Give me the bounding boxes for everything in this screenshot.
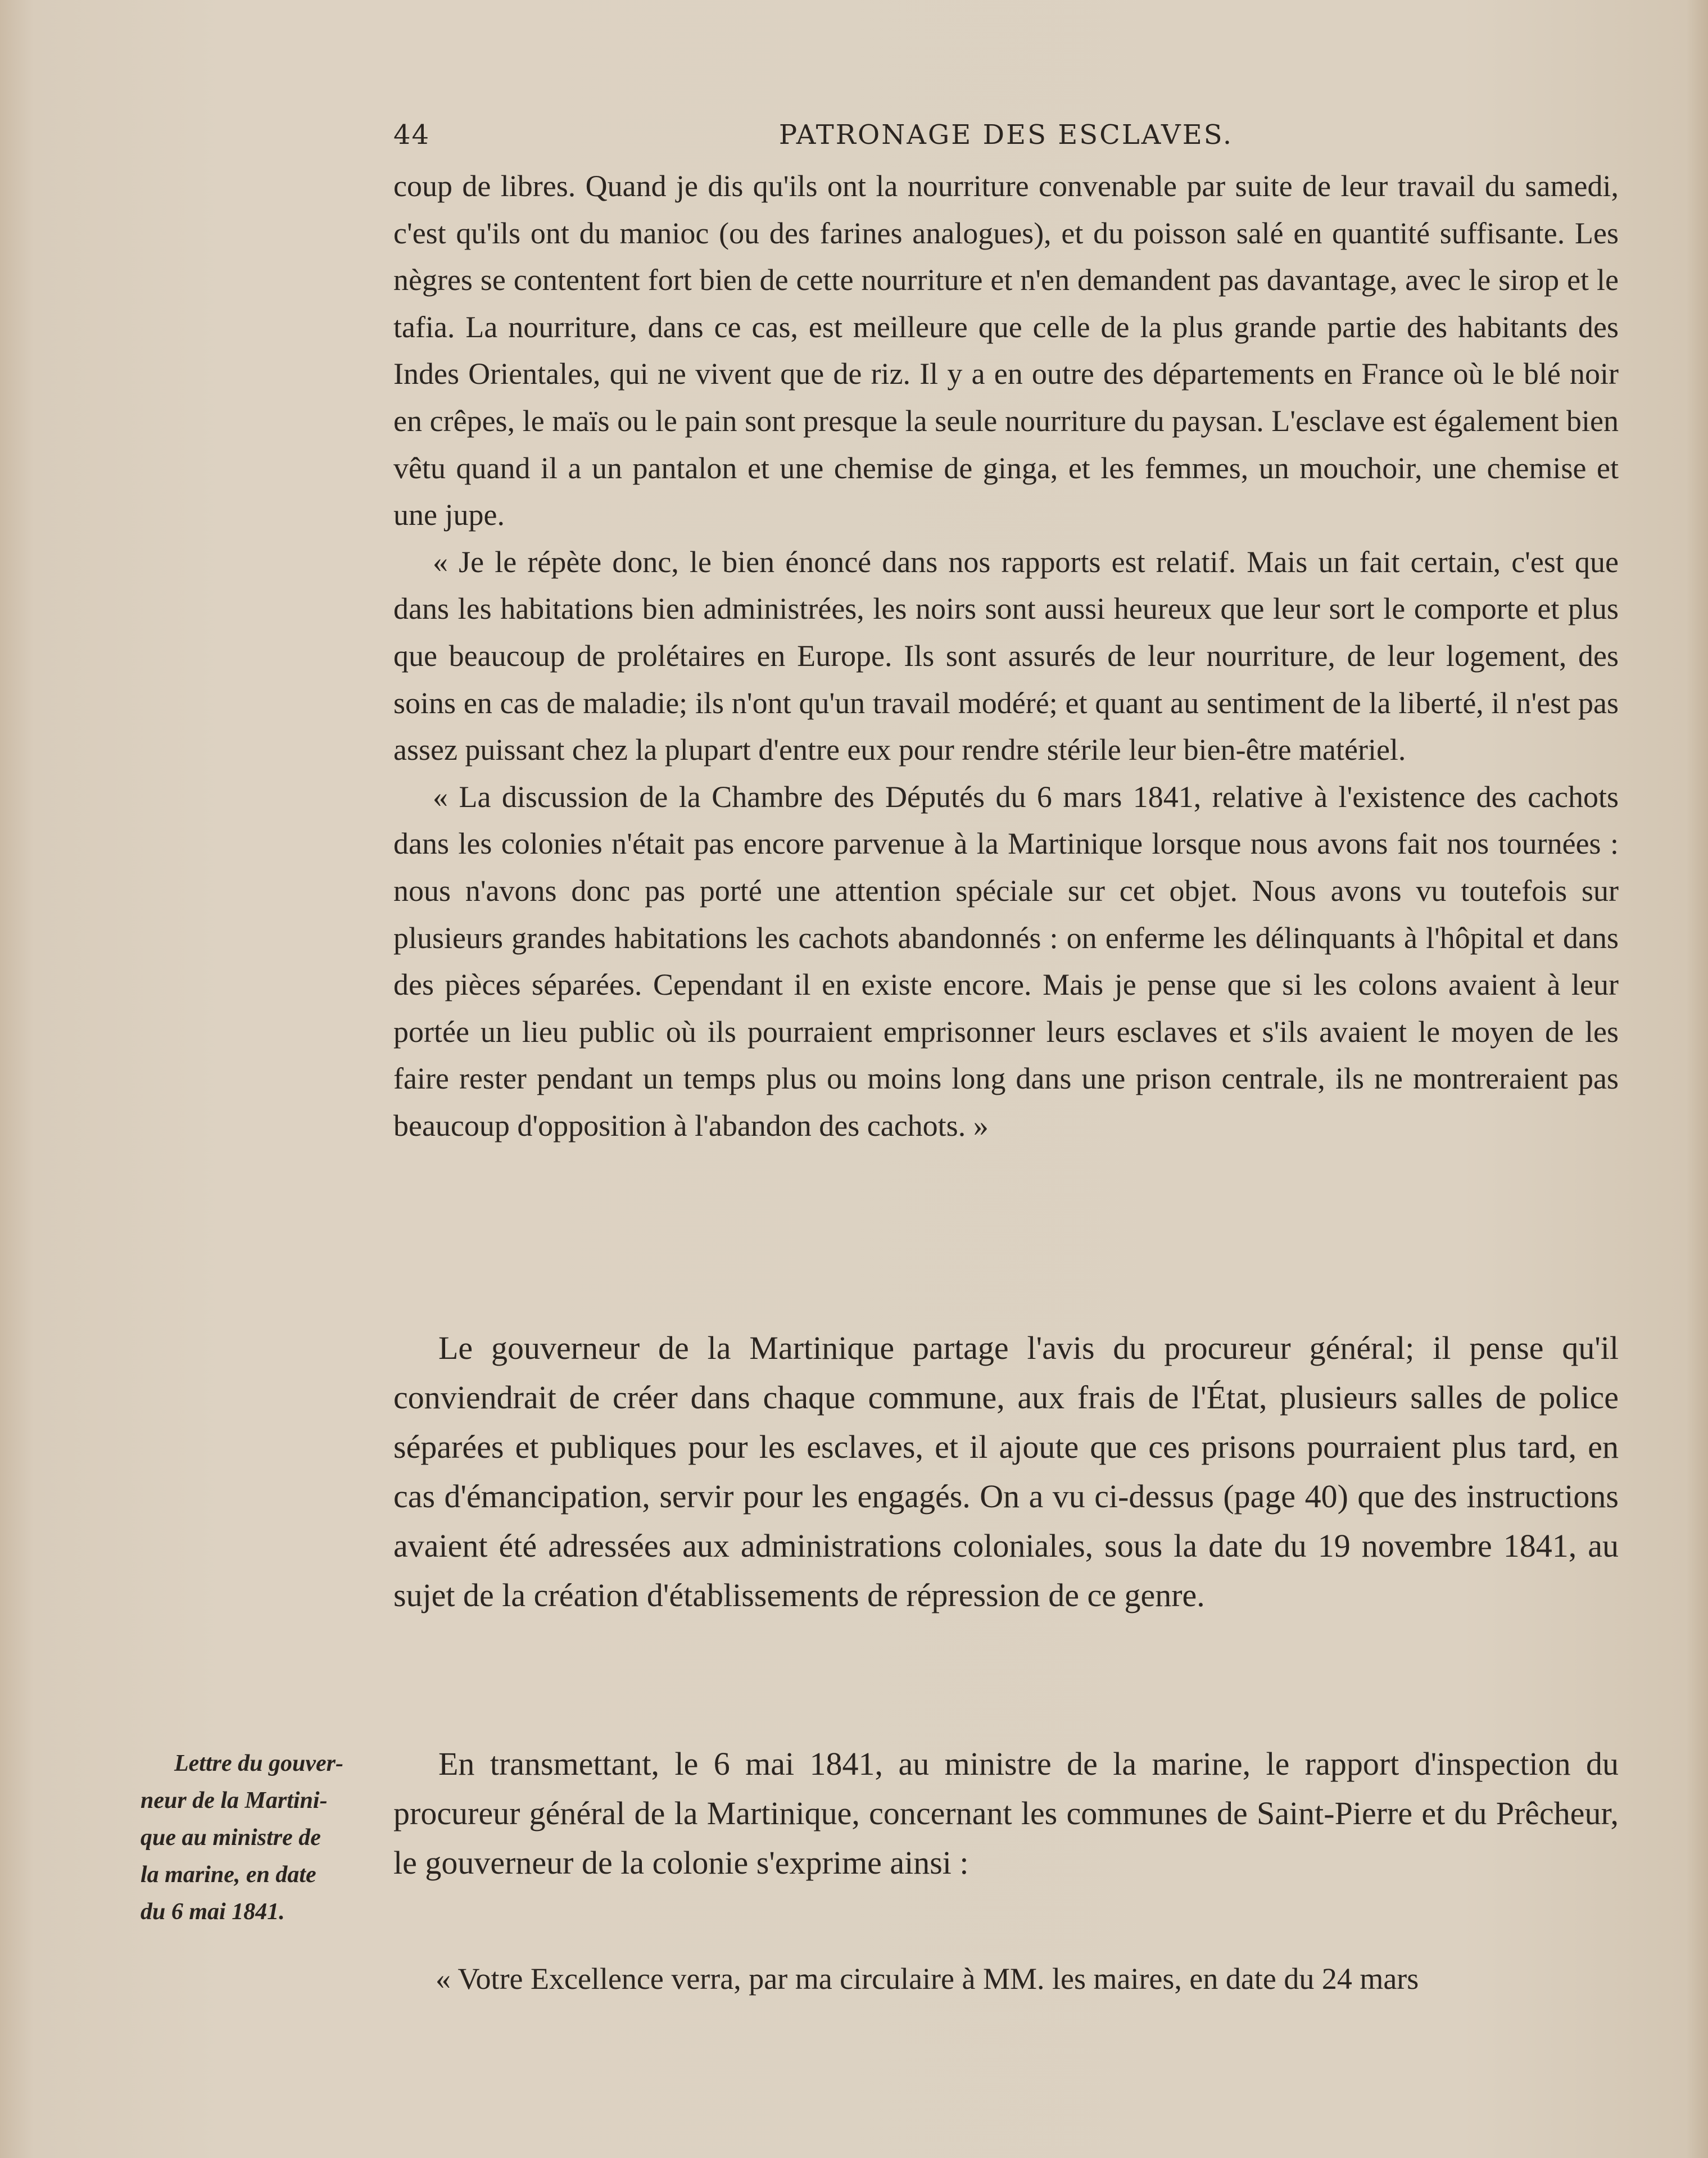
margin-note-line: la marine, en date (141, 1862, 316, 1888)
paragraph-text: Le gouverneur de la Martinique partage l'avis du procureur général; il pense qu'il conviendrait de créer dans chaque commune, aux frais de l'État, plusieurs salles de police séparées et publiques pour les esclaves, et il ajoute que ces prisons pourraient plus tard, en cas d'émancipation, servir pour les engagés. On a vu ci-dessus (page 40) que des instructions avaient été adressées aux administrations coloniales, sous la date du 19 novembre 1841, au sujet de la création d'établissements de répression de ce genre. (393, 1330, 1619, 1613)
quoted-report (393, 163, 1619, 1149)
margin-note-line: du 6 mai 1841. (141, 1899, 285, 1925)
margin-note-line: neur de la Martini- (141, 1788, 328, 1814)
main-paragraph-2 (393, 1739, 1619, 1888)
page-header (393, 119, 1619, 153)
running-title: PATRONAGE DES ESCLAVES. (778, 119, 1234, 151)
quote-paragraph: coup de libres. Quand je dis qu'ils ont la nourriture convenable par suite de leur travail du samedi, c'est qu'ils ont du manioc (ou des farines analogues), et du poisson salé en quantité suffisante. Les nègres se contentent fort bien de cette nourriture et n'en demandent pas davantage, avec le sirop et le tafia. La nourriture, dans ce cas, est meilleure que celle de la plus grande partie des habitants des Indes Orientales, qui ne vivent que de riz. Il y a en outre des départements en France où le blé noir en crêpes, le maïs ou le pain sont presque la seule nourriture du paysan. L'esclave est également bien vêtu quand il a un pantalon et une chemise de ginga, et les femmes, un mouchoir, une chemise et une jupe. (393, 169, 1619, 532)
margin-note-line: que au ministre de (141, 1825, 321, 1851)
page-number: 44 (393, 119, 431, 151)
paragraph-text: En transmettant, le 6 mai 1841, au ministre de la marine, le rapport d'inspection du procureur général de la Martinique, concernant les communes de Saint-Pierre et du Prêcheur, le gouverneur de la colonie s'exprime ainsi : (393, 1746, 1619, 1881)
quote-paragraph: « Je le répète donc, le bien énoncé dans nos rapports est relatif. Mais un fait certain, c'est que dans les habitations bien administrées, les noirs sont aussi heureux que leur sort le comporte et plus que beaucoup de prolétaires en Europe. Ils sont assurés de leur nourriture, de leur logement, des soins en cas de maladie; ils n'ont qu'un travail modéré; et quant au sentiment de la liberté, il n'est pas assez puissant chez la plupart d'entre eux pour rendre stérile leur bien-être matériel. (393, 545, 1619, 767)
quote-paragraph: « La discussion de la Chambre des Députés du 6 mars 1841, relative à l'existence des cachots dans les colonies n'était pas encore parvenue à la Martinique lorsque nous avons fait nos tournées : nous n'avons donc pas porté une attention spéciale sur cet objet. Nous avons vu toutefois sur plusieurs grandes habitations les cachots abandonnés : on enferme les délinquants à l'hôpital et dans des pièces séparées. Cependant il en existe encore. Mais je pense que si les colons avaient à leur portée un lieu public où ils pourraient emprisonner leurs esclaves et s'ils avaient le moyen de les faire rester pendant un temps plus ou moins long dans une prison centrale, ils ne montreraient pas beaucoup d'opposition à l'abandon des cachots. » (393, 779, 1619, 1143)
continued-quote-line: « Votre Excellence verra, par ma circulaire à MM. les maires, en date du 24 mars (436, 1962, 1419, 1996)
margin-note-line: Lettre du gouver- (174, 1751, 343, 1776)
margin-note (141, 1745, 368, 1930)
main-paragraph-1 (393, 1323, 1619, 1620)
